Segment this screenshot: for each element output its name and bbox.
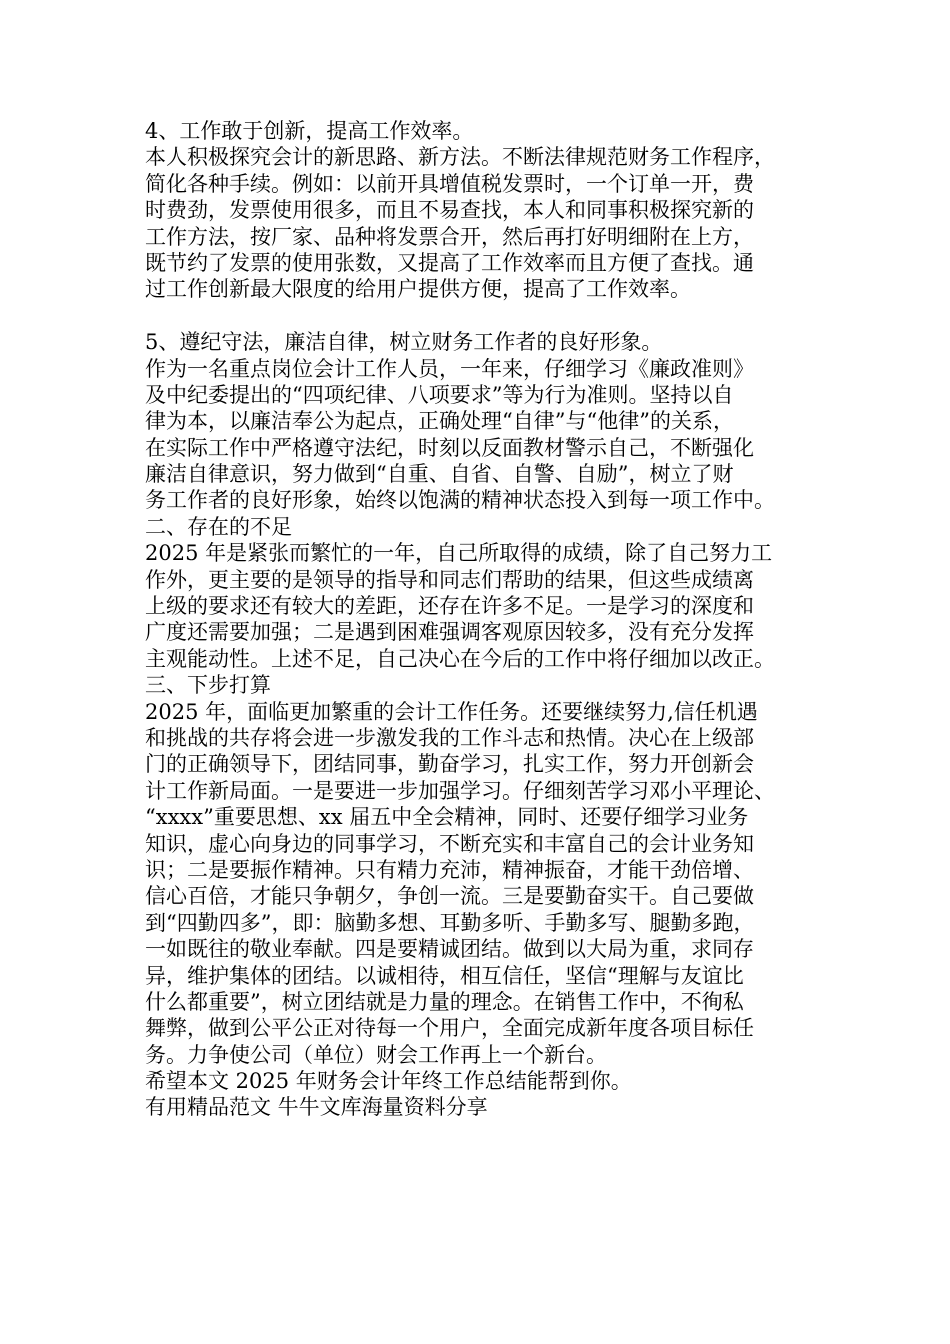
text-line: 2025 年是紧张而繁忙的一年，自己所取得的成绩，除了自己努力工 [145,541,773,566]
text-line: 本人积极探究会计的新思路、新方法。不断法律规范财务工作程序， [145,145,775,170]
text-line: 信心百倍，才能只争朝夕，争创一流。三是要勤奋实干。自己要做 [145,884,754,909]
text-line: 过工作创新最大限度的给用户提供方便，提高了工作效率。 [145,277,691,302]
text-line: 计工作新局面。一是要进一步加强学习。仔细刻苦学习邓小平理论、 [145,778,775,803]
blank-line [145,303,810,329]
text-line: “xxxx”重要思想、xx 届五中全会精神，同时、还要仔细学习业务 [145,805,749,830]
text-line: 廉洁自律意识，努力做到“自重、自省、自警、自励”，树立了财 [145,462,734,487]
text-line: 二、存在的不足 [145,514,292,539]
text-line: 4、工作敢于创新，提高工作效率。 [145,119,474,143]
text-line: 异，维护集体的团结。以诚相待，相互信任，坚信“理解与友谊比 [145,963,744,988]
text-line: 工作方法，按厂家、品种将发票合开，然后再打好明细附在上方， [145,224,754,249]
text-line: 务工作者的良好形象，始终以饱满的精神状态投入到每一项工作中。 [145,488,775,513]
text-line: 务。力争使公司（单位）财会工作再上一个新台。 [145,1042,607,1067]
text-line: 广度还需要加强；二是遇到困难强调客观原因较多，没有充分发挥 [145,620,754,645]
document-body [145,118,810,1121]
text-line: 律为本，以廉洁奉公为起点，正确处理“自律”与“他律”的关系， [145,409,734,434]
text-line: 和挑战的共存将会进一步激发我的工作斗志和热情。决心在上级部 [145,725,754,750]
text-line: 既节约了发票的使用张数，又提高了工作效率而且方便了查找。通 [145,250,754,275]
text-line: 识；二是要振作精神。只有精力充沛，精神振奋，才能干劲倍增、 [145,857,754,882]
text-line: 有用精品范文 牛牛文库海量资料分享 [145,1095,488,1120]
text-line: 什么都重要”，树立团结就是力量的理念。在销售工作中，不徇私 [145,989,744,1014]
text-line: 在实际工作中严格遵守法纪，时刻以反面教材警示自己，不断强化 [145,435,754,460]
text-line: 舞弊，做到公平公正对待每一个用户，全面完成新年度各项目标任 [145,1016,754,1041]
text-line: 三、下步打算 [145,673,271,698]
text-line: 及中纪委提出的“四项纪律、八项要求”等为行为准则。坚持以自 [145,382,734,407]
text-line: 一如既往的敬业奉献。四是要精诚团结。做到以大局为重，求同存 [145,937,754,962]
text-line: 希望本文 2025 年财务会计年终工作总结能帮到你。 [145,1069,632,1094]
text-line: 主观能动性。上述不足，自己决心在今后的工作中将仔细加以改正。 [145,646,775,671]
text-line: 上级的要求还有较大的差距，还存在许多不足。一是学习的深度和 [145,594,754,619]
text-line: 门的正确领导下，团结同事，勤奋学习，扎实工作，努力开创新会 [145,752,754,777]
text-line: 5、遵纪守法，廉洁自律，树立财务工作者的良好形象。 [145,330,663,355]
text-line: 2025 年，面临更加繁重的会计工作任务。还要继续努力,信任机遇 [145,699,758,724]
text-line: 知识，虚心向身边的同事学习，不断充实和丰富自己的会计业务知 [145,831,754,856]
text-line: 时费劲，发票使用很多，而且不易查找，本人和同事积极探究新的 [145,198,754,223]
text-line: 作外，更主要的是领导的指导和同志们帮助的结果，但这些成绩离 [145,567,754,592]
text-line: 简化各种手续。例如：以前开具增值税发票时，一个订单一开，费 [145,171,754,196]
text-line: 作为一名重点岗位会计工作人员，一年来，仔细学习《廉政准则》 [145,356,754,381]
text-line: 到“四勤四多”，即：脑勤多想、耳勤多听、手勤多写、腿勤多跑， [145,910,755,935]
